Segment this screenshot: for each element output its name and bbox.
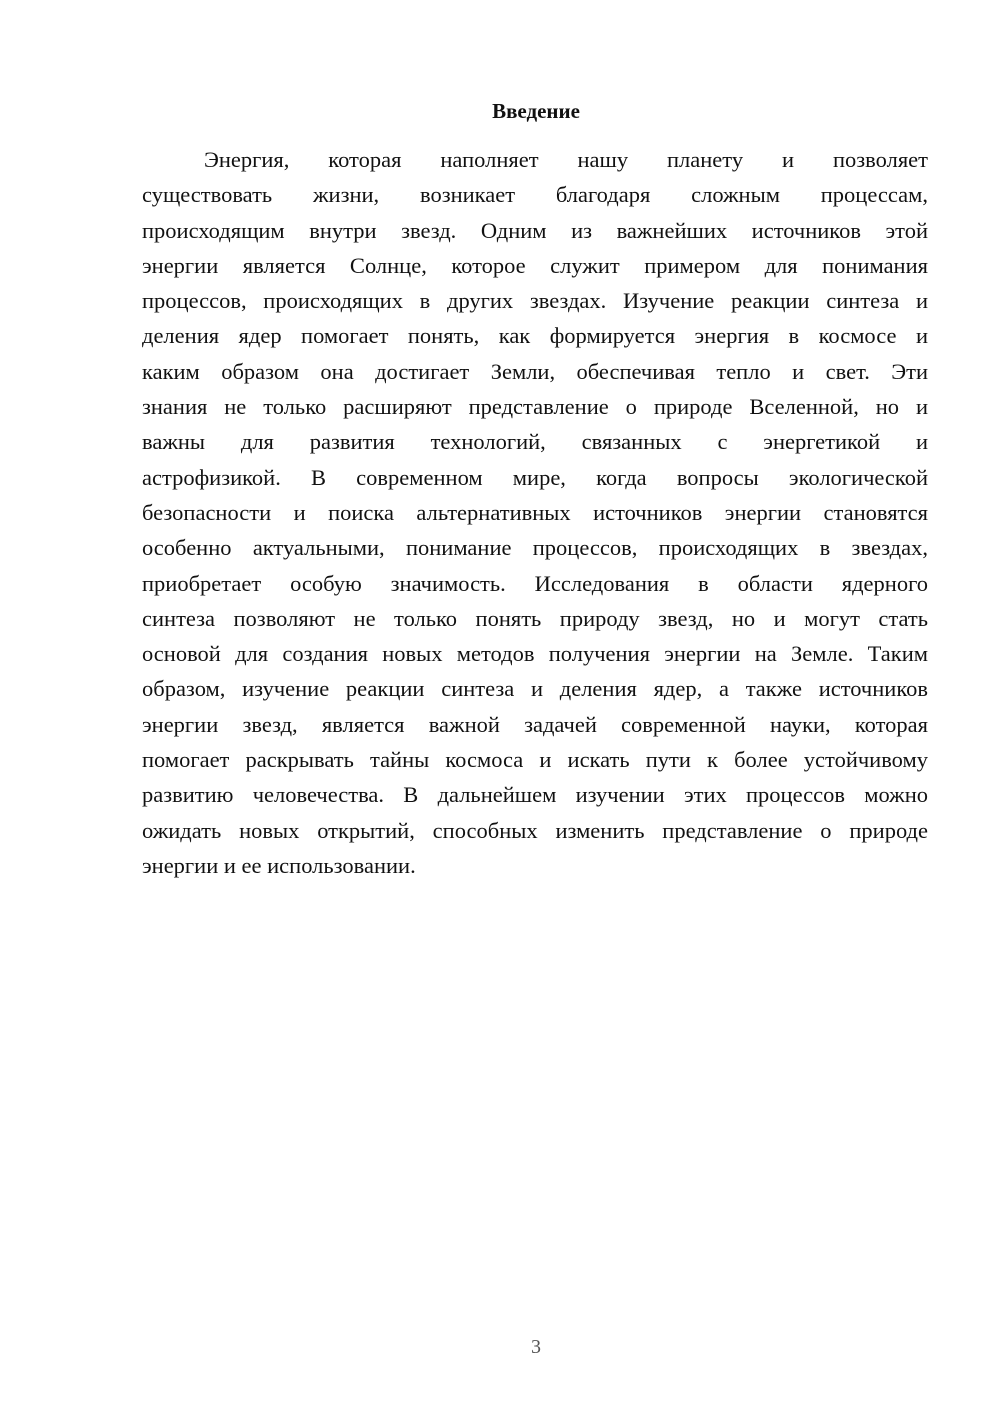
paragraph-line: безопасности и поиска альтернативных источников энергии становятся: [142, 499, 928, 525]
paragraph-line: синтеза позволяют не только понять природу звезд, но и могут стать: [142, 605, 928, 631]
paragraph-line: Энергия, которая наполняет нашу планету и позволяет: [204, 147, 928, 172]
paragraph-line: энергии является Солнце, которое служит примером для понимания: [142, 252, 928, 278]
paragraph-line: деления ядер помогает понять, как формируется энергия в космосе и: [142, 323, 928, 349]
paragraph-line: каким образом она достигает Земли, обеспечивая тепло и свет. Эти: [142, 358, 928, 384]
paragraph-line: образом, изучение реакции синтеза и деления ядер, а также источников: [142, 676, 928, 702]
paragraph-line: особенно актуальными, понимание процессов, происходящих в звездах,: [142, 535, 928, 561]
paragraph-line: происходящим внутри звезд. Одним из важнейших источников этой: [142, 217, 928, 243]
section-title: Введение: [492, 99, 580, 123]
body-paragraph: [142, 142, 928, 883]
paragraph-line: астрофизикой. В современном мире, когда вопросы экологической: [142, 464, 928, 490]
paragraph-line: помогает раскрывать тайны космоса и искать пути к более устойчивому: [142, 747, 928, 773]
paragraph-line: энергии и ее использовании.: [142, 852, 416, 878]
paragraph-line: знания не только расширяют представление о природе Вселенной, но и: [142, 394, 928, 420]
paragraph-line: важны для развития технологий, связанных с энергетикой и: [142, 429, 928, 455]
paragraph-line: основой для создания новых методов получения энергии на Земле. Таким: [142, 641, 928, 667]
paragraph-line: приобретает особую значимость. Исследования в области ядерного: [142, 570, 928, 596]
page-number: 3: [531, 1336, 541, 1358]
paragraph-line: энергии звезд, является важной задачей современной науки, которая: [142, 711, 928, 737]
paragraph-line: ожидать новых открытий, способных изменить представление о природе: [142, 817, 928, 843]
paragraph-line: существовать жизни, возникает благодаря сложным процессам,: [142, 182, 928, 208]
paragraph-line: процессов, происходящих в других звездах. Изучение реакции синтеза и: [142, 288, 928, 314]
paragraph-line: развитию человечества. В дальнейшем изучении этих процессов можно: [142, 782, 928, 808]
